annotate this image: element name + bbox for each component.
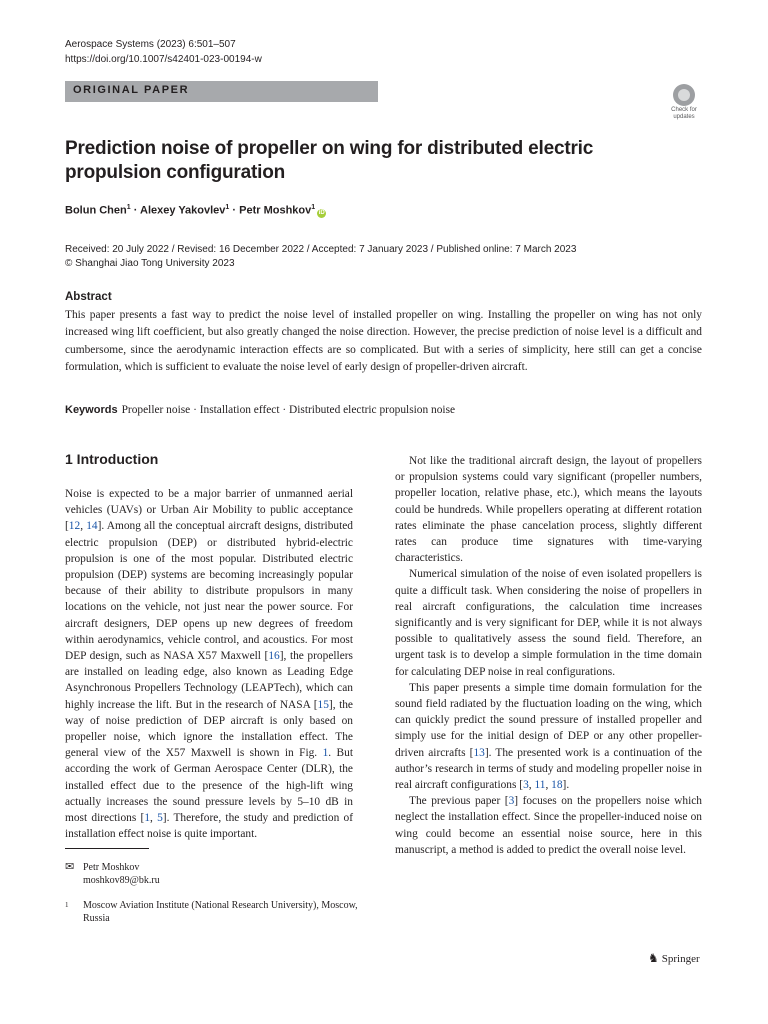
author-affil-marker: 1 (126, 204, 131, 211)
corresponding-author-email[interactable]: moshkov89@bk.ru (83, 875, 160, 886)
figure-link: 1 (322, 747, 329, 760)
footnote-divider (65, 848, 149, 849)
author-name[interactable]: Bolun Chen (65, 204, 127, 217)
body-column-left (65, 486, 353, 842)
paragraph: Numerical simulation of the noise of even isolated propellers is quite a difficult task. When considering the noise of propellers in real aircraft configurations, the calculation time increases significantly and is very significant for DEP, while it is not always possible to qualitatively assess the sound field. Therefore, an urgent task is to develop a simple formulation in the time domain for calculating DEP noise in real configurations. (395, 568, 702, 678)
paper-title: Prediction noise of propeller on wing for distributed electric propulsion configuration (65, 138, 594, 183)
citation-link: 16 (268, 650, 280, 663)
body-column-right (395, 453, 702, 858)
affiliation-number: 1 (65, 901, 69, 909)
affiliation-text: Moscow Aviation Institute (National Research University), Moscow, Russia (83, 900, 358, 924)
paragraph: The previous paper [3] focuses on the propellers noise which neglect the installation effect. Since the propeller-induced noise on wing could become an essential noise source, here in this manuscript, a method is added to predict the overall noise level. (395, 795, 702, 856)
citation-link: 1 (144, 812, 151, 825)
keywords (65, 404, 455, 416)
envelope-icon: ✉ (65, 861, 75, 873)
paragraph: Noise is expected to be a major barrier of unmanned aerial vehicles (UAVs) or Urban Air Mobility to public acceptance [12, 14]. Among all the conceptual aircraft designs, distributed electric propulsion (DEP) or distributed hybrid-electric propulsion is one of the most popular. Distributed electric propulsion (DEP) systems are becoming increasingly popular because of their ability to distribute propulsors in many locations on the vehicle, not just near the power source. For aircraft designers, DEP opens up new degrees of freedom within aerodynamics, vehicle control, and acoustics. For most DEP design, such as NASA X57 Maxwell [16], the propellers are installed on leading edge, also known as Leading Edge Asynchronous Propellers Technology (LEAPTech), which can highly increase the lift. But in the research of NASA [15], the way of noise prediction of DEP aircraft is only based on propeller noise, which ignore the installation effect. The general view of the X57 Maxwell is shown in Fig. 1. But according the work of German Aerospace Center (DLR), the installed effect due to the presence of the high-lift wing actually increases the sound pressure levels by 5–10 dB in most directions [1, 5]. Therefore, the study and prediction of installation effect noise is quite important. (65, 488, 354, 841)
publisher-logo (648, 951, 700, 966)
abstract-text: This paper presents a fast way to predict the noise level of installed propeller on wing. Installing the propeller on wing has not only increased wing lift coefficient, but also greatly changed the noise direction. However, the precise prediction of noise level is a difficult and cumbersome, since the aerodynamic interaction effects are so complicated. But with a series of simplicity, here still can get a concise formulation, which is sufficient to evaluate the noise level of early design of propeller-driven aircraft. (65, 309, 702, 374)
citation-link: 18 (551, 779, 563, 792)
publisher-name: Springer (661, 953, 700, 965)
paragraph: Not like the traditional aircraft design, the layout of propellers or propulsion systems could vary significant (propeller numbers, propeller location, relative phase, etc.), which means the layouts could be hundreds. While propellers operating at different rotation rates eliminate the phase cancelation process, slightly different rates can produce time signatures with time-varying characteristics. (395, 455, 702, 565)
corresponding-author-name: Petr Moshkov (83, 862, 140, 873)
author-affil-marker: 1 (225, 204, 230, 211)
journal-citation: Aerospace Systems (2023) 6:501–507 (65, 39, 236, 50)
publication-history (65, 243, 576, 271)
copyright-line: © Shanghai Jiao Tong University 2023 (65, 258, 235, 269)
check-updates-label: Check for updates (671, 107, 697, 120)
doi-link[interactable]: https://doi.org/10.1007/s42401-023-00194-w (65, 54, 262, 65)
dates-line: Received: 20 July 2022 / Revised: 16 December 2022 / Accepted: 7 January 2023 / Published online: 7 March 2023 (65, 244, 577, 255)
citation-link: 3 (508, 795, 515, 808)
springer-horse-icon: ♞ (648, 951, 659, 965)
citation-link: 3 (523, 779, 529, 792)
citation-link: 14 (86, 520, 98, 533)
paragraph: This paper presents a simple time domain formulation for the sound field radiated by the fluctuation loading on the wing, which can quickly predict the sound pressure of installed propeller and simply use for the initial design of DEP or any other propeller-driven aircrafts [13]. The presented work is a continuation of the author’s research in terms of study and modeling propeller noise in real aircraft configurations [3, 11, 18]. (395, 681, 702, 792)
citation-link: 11 (534, 779, 546, 792)
keywords-text: Propeller noise · Installation effect · Distributed electric propulsion noise (121, 404, 456, 416)
article-type-banner (65, 81, 378, 102)
author-name[interactable]: Petr Moshkov (239, 204, 312, 217)
article-type-label: ORIGINAL PAPER (73, 84, 190, 96)
author-name[interactable]: Alexey Yakovlev (140, 204, 226, 217)
citation-link: 15 (317, 698, 329, 711)
author-list: Bolun Chen$^1$ · Alexey Yakovlev$^1$ · Petr Moshkov$^1$iD (65, 204, 325, 217)
keywords-label: Keywords (65, 404, 118, 416)
orcid-icon[interactable]: iD (318, 209, 325, 216)
check-updates-icon (673, 84, 695, 106)
citation-link: 13 (473, 746, 485, 759)
check-for-updates-badge[interactable] (665, 84, 703, 124)
citation-link: 12 (68, 520, 81, 533)
abstract-heading: Abstract (65, 291, 112, 303)
citation-link: 5 (157, 812, 163, 825)
author-affil-marker: 1 (311, 204, 316, 211)
section-heading: 1 Introduction (65, 451, 159, 467)
